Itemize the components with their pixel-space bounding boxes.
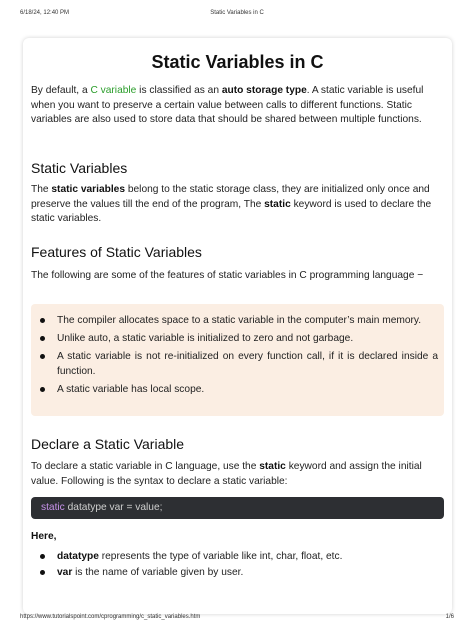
list-item [31, 350, 444, 378]
c-variable-link[interactable]: C variable [90, 85, 137, 96]
bullet-icon [40, 554, 45, 559]
term-desc: represents the type of variable like int, char, float, etc. [98, 551, 343, 562]
syntax-terms-list [31, 550, 444, 580]
intro-text-2: is classified as an [136, 85, 222, 96]
bullet-icon [40, 570, 45, 575]
term: var [57, 567, 73, 579]
section-heading-declare: Declare a Static Variable [31, 436, 185, 452]
s1-bold-1: static variables [51, 184, 126, 195]
term: datatype [57, 551, 99, 562]
article-card [23, 38, 452, 614]
static-variables-paragraph [31, 183, 444, 227]
s1-text-1: The [31, 184, 52, 195]
code-text: datatype var = value; [64, 502, 163, 513]
intro-text-1: By default, a [31, 85, 91, 96]
list-item [31, 332, 444, 346]
intro-text-3: . A static variable is useful when you want to preserve a certain value between calls to different functions. Static variables are also used to store data that should be shared between multiple functions. [31, 85, 424, 125]
s3-bold-1: static [259, 461, 286, 472]
list-item [31, 314, 444, 328]
s1-text-2: belong to the static storage class, they are initialized only once and preserve the values till the end of the program, The [31, 184, 430, 210]
term-desc: is the name of variable given by user. [72, 567, 244, 579]
print-page-number: 1/6 [445, 614, 454, 620]
list-item [31, 550, 444, 564]
s1-bold-2: static [264, 198, 291, 210]
features-box [31, 304, 444, 416]
print-url: https://www.tutorialspoint.com/cprogramming/c_static_variables.htm [20, 614, 201, 620]
feature-text: The compiler allocates space to a static variable in the computer’s main memory. [57, 315, 422, 326]
feature-text: A static variable has local scope. [57, 383, 205, 395]
feature-text: A static variable is not re-initialized on every function call, if it is declared inside a function. [57, 351, 438, 377]
bullet-icon [40, 354, 45, 359]
print-footer [0, 614, 474, 624]
s3-text-2: keyword and assign the initial value. Following is the syntax to declare a static variable: [31, 461, 422, 487]
bullet-icon [40, 318, 45, 323]
code-block [31, 497, 444, 519]
list-item [31, 566, 444, 580]
here-label [31, 530, 444, 545]
declare-paragraph [31, 460, 444, 489]
bullet-icon [40, 387, 45, 392]
print-header [0, 10, 474, 20]
code-keyword: static [41, 502, 65, 513]
here-bold: Here, [31, 531, 57, 542]
section-heading-features: Features of Static Variables [31, 244, 202, 260]
s1-text-3: keyword is used to declare the static variables. [31, 198, 432, 224]
section-heading-static-variables: Static Variables [31, 160, 128, 176]
list-item [31, 383, 444, 397]
bullet-icon [40, 336, 45, 341]
page-title: Static Variables in C [151, 52, 324, 72]
intro-bold: auto storage type [221, 85, 307, 96]
print-doc-title: Static Variables in C [210, 10, 264, 16]
print-datetime: 6/18/24, 12:40 PM [20, 10, 70, 16]
s3-text-1: To declare a static variable in C language, use the [31, 461, 260, 472]
feature-text: Unlike auto, a static variable is initialized to zero and not garbage. [57, 333, 354, 345]
features-list [31, 304, 444, 397]
intro-paragraph [31, 84, 444, 128]
features-intro: The following are some of the features of static variables in C programming language − [31, 270, 424, 281]
